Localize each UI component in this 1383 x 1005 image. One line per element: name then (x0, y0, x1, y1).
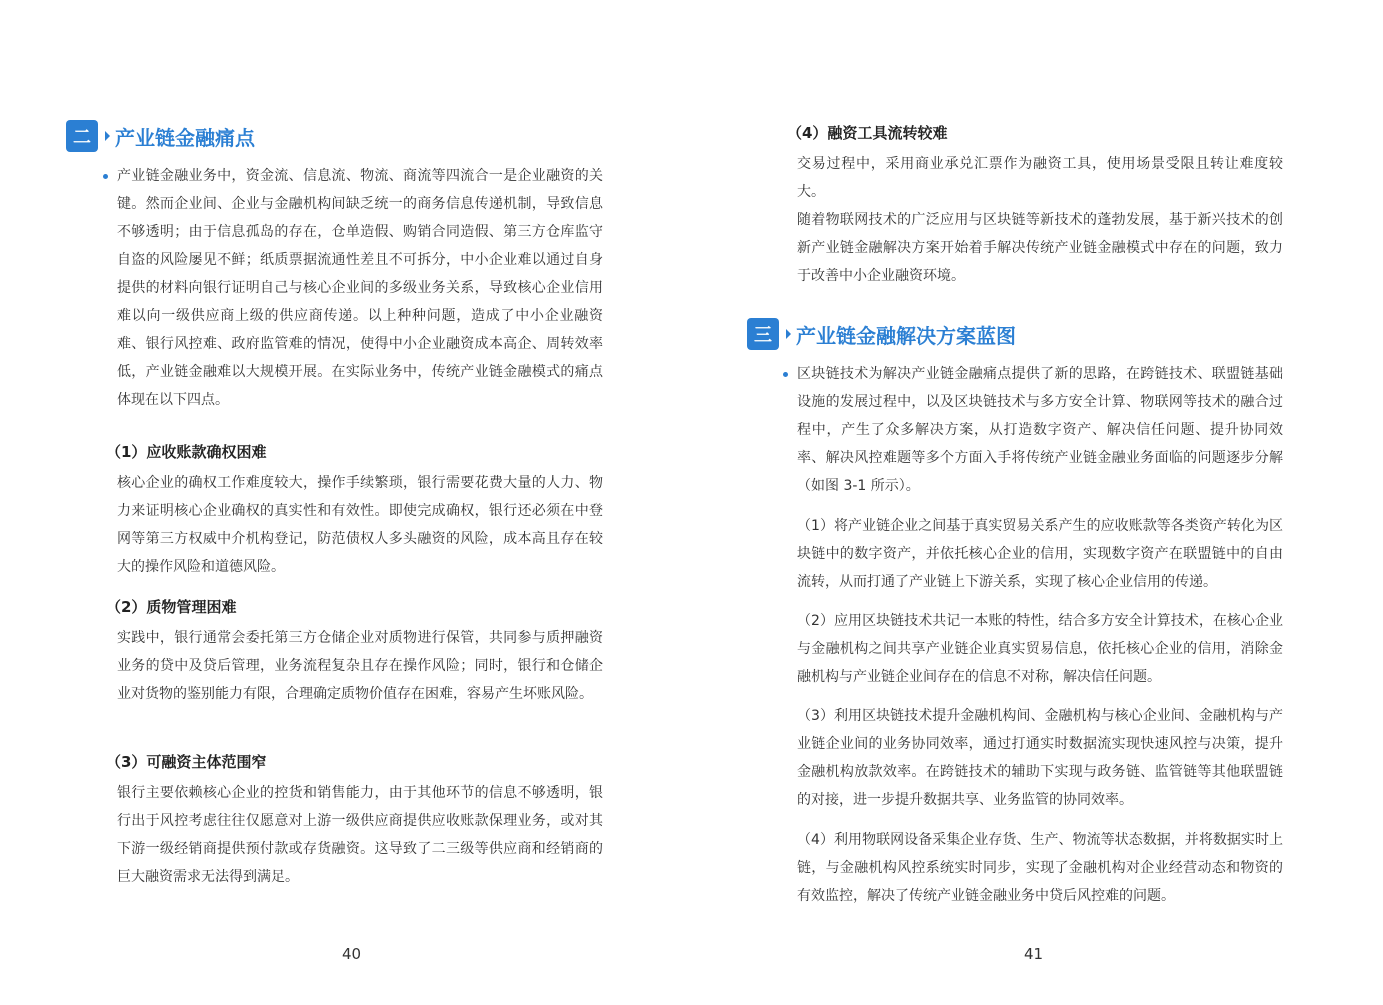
subheading-3: （3）可融资主体范围窄 (106, 753, 267, 771)
bullet-dot-icon (783, 372, 788, 377)
left-page (0, 0, 691, 1005)
section-number-badge: 二 (66, 120, 98, 152)
solution-point-3: （3）利用区块链技术提升金融机构间、金融机构与核心企业间、金融机构与产业链企业间的业务协同效率，通过打通实时数据流实现快速风控与决策，提升金融机构放款效率。在跨链技术的辅助下实现与政务链、监管链等其他联盟链的对接，进一步提升数据共享、业务监管的协同效率。 (797, 708, 1283, 808)
arrow-icon (786, 329, 791, 339)
subheading-3-body: 银行主要依赖核心企业的控货和销售能力，由于其他环节的信息不够透明，银行出于风控考虑往往仅愿意对上游一级供应商提供应收账款保理业务，或对其下游一级经销商提供预付款或存货融资。这导致了二三级等供应商和经销商的巨大融资需求无法得到满足。 (117, 785, 603, 885)
arrow-icon (105, 131, 110, 141)
page-number: 40 (342, 945, 362, 963)
section-title: 产业链金融痛点 (115, 125, 255, 150)
subheading-1: （1）应收账款确权困难 (106, 443, 267, 461)
subheading-4: （4）融资工具流转较难 (787, 124, 948, 142)
page-number: 41 (1024, 945, 1044, 963)
section-number-badge: 三 (747, 318, 779, 350)
subheading-4-body: 交易过程中，采用商业承兑汇票作为融资工具，使用场景受限且转让难度较大。 (797, 156, 1283, 200)
solution-point-1: （1）将产业链企业之间基于真实贸易关系产生的应收账款等各类资产转化为区块链中的数字资产，并依托核心企业的信用，实现数字资产在联盟链中的自由流转，从而打通了产业链上下游关系，实现了核心企业信用的传递。 (797, 518, 1283, 590)
bullet-dot-icon (103, 174, 108, 179)
right-page (691, 0, 1383, 1005)
solution-point-2: （2）应用区块链技术共记一本账的特性，结合多方安全计算技术，在核心企业与金融机构之间共享产业链企业真实贸易信息，依托核心企业的信用，消除金融机构与产业链企业间存在的信息不对称，解决信任问题。 (797, 613, 1283, 685)
section-heading-3 (747, 318, 1016, 350)
subheading-2: （2）质物管理困难 (106, 598, 237, 616)
section-title: 产业链金融解决方案蓝图 (796, 323, 1016, 348)
intro-paragraph: 产业链金融业务中，资金流、信息流、物流、商流等四流合一是企业融资的关键。然而企业间、企业与金融机构间缺乏统一的商务信息传递机制，导致信息不够透明；由于信息孤岛的存在，仓单造假、购销合同造假、第三方仓库监守自盗的风险屡见不鲜；纸质票据流通性差且不可拆分，中小企业难以通过自身提供的材料向银行证明自己与核心企业间的多级业务关系，导致核心企业信用难以向一级供应商上级的供应商传递。以上种种问题，造成了中小企业融资难、银行风控难、政府监管难的情况，使得中小企业融资成本高企、周转效率低，产业链金融难以大规模开展。在实际业务中，传统产业链金融模式的痛点体现在以下四点。 (117, 168, 603, 408)
intro-paragraph: 区块链技术为解决产业链金融痛点提供了新的思路，在跨链技术、联盟链基础设施的发展过程中，以及区块链技术与多方安全计算、物联网等技术的融合过程中，产生了众多解决方案，从打造数字资产、解决信任问题、提升协同效率、解决风控难题等多个方面入手将传统产业链金融业务面临的问题逐步分解（如图 3-1 所示）。 (797, 366, 1283, 494)
solution-point-4: （4）利用物联网设备采集企业存货、生产、物流等状态数据，并将数据实时上链，与金融机构风控系统实时同步，实现了金融机构对企业经营动态和物资的有效监控，解决了传统产业链金融业务中贷后风控难的问题。 (797, 832, 1283, 904)
transition-paragraph: 随着物联网技术的广泛应用与区块链等新技术的蓬勃发展，基于新兴技术的创新产业链金融解决方案开始着手解决传统产业链金融模式中存在的问题，致力于改善中小企业融资环境。 (797, 212, 1283, 284)
section-heading-2 (66, 120, 255, 152)
subheading-1-body: 核心企业的确权工作难度较大，操作手续繁琐，银行需要花费大量的人力、物力来证明核心企业确权的真实性和有效性。即使完成确权，银行还必须在中登网等第三方权威中介机构登记，防范债权人多头融资的风险，成本高且存在较大的操作风险和道德风险。 (117, 475, 603, 575)
subheading-2-body: 实践中，银行通常会委托第三方仓储企业对质物进行保管，共同参与质押融资业务的贷中及贷后管理，业务流程复杂且存在操作风险；同时，银行和仓储企业对货物的鉴别能力有限，合理确定质物价值存在困难，容易产生坏账风险。 (117, 630, 603, 702)
